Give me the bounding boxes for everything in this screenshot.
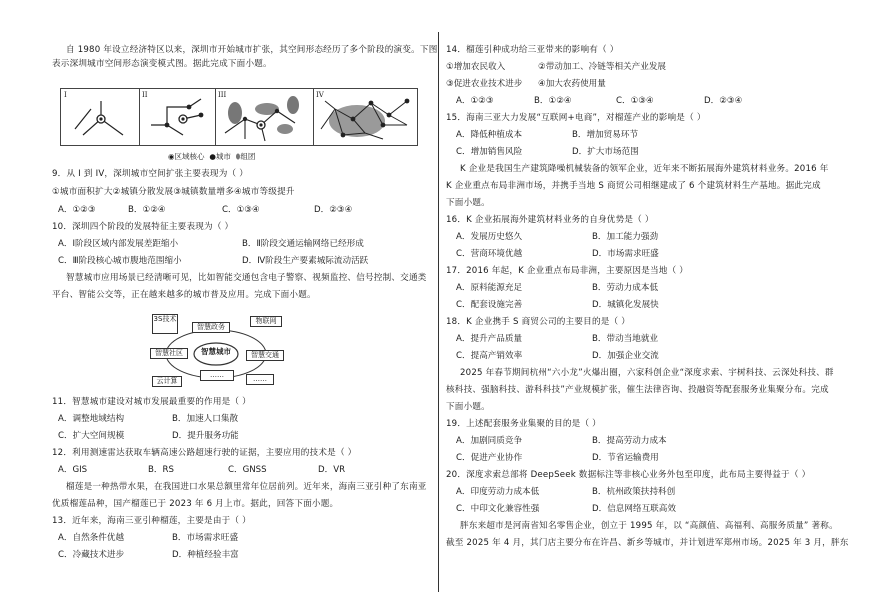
panel-1-diagram: [61, 89, 139, 145]
q20-option-d[interactable]: D．信息网络互联高效: [592, 504, 676, 514]
intro4-line1: K 企业是我国生产建筑降噪机械装备的领军企业，近年来不断拓展海外建筑材料业务。2016 年: [460, 164, 829, 174]
q11-option-d[interactable]: D．提升服务功能: [172, 431, 239, 441]
q18-option-a[interactable]: A．提升产品质量: [456, 334, 523, 344]
q16-option-a[interactable]: A．发展历史悠久: [456, 232, 523, 242]
intro2-line1: 智慧城市应用场景已经清晰可见，比如智能交通包含电子警察、视频监控、信号控制、交通类: [66, 273, 427, 283]
q15-option-c[interactable]: C．增加销售风险: [456, 147, 523, 157]
q14-item-4: ④加大农药使用量: [538, 79, 606, 89]
panel-label: IV: [316, 91, 324, 99]
q17-option-d[interactable]: D．城镇化发展快: [592, 300, 659, 310]
fig1-panel-4: [313, 89, 417, 145]
q19-stem: 19．上述配套服务业集聚的目的是（ ）: [446, 419, 601, 429]
q9-option-a[interactable]: A．①②③: [58, 205, 96, 215]
q14-option-c[interactable]: C．①③④: [616, 96, 654, 106]
q10-option-d[interactable]: D．Ⅳ阶段生产要素城际流动活跃: [242, 256, 369, 266]
panel-label: III: [218, 91, 227, 99]
intro3-line2: 优质榴莲品种，国产榴莲已于 2023 年 6 月上市。据此，回答下面小题。: [52, 499, 339, 509]
q14-item-2: ②带动加工、冷链等相关产业发展: [538, 62, 667, 72]
legend-core: 区域核心: [174, 152, 205, 161]
q12-option-b[interactable]: B．RS: [148, 465, 174, 475]
q11-option-b[interactable]: B．加速人口集散: [172, 414, 239, 424]
q15-option-d[interactable]: D．扩大市场范围: [572, 147, 639, 157]
q10-option-b[interactable]: B．Ⅱ阶段交通运输网络已经形成: [242, 239, 364, 249]
q13-option-d[interactable]: D．种植经验丰富: [172, 550, 239, 560]
q14-option-a[interactable]: A．①②③: [456, 96, 494, 106]
q9-option-c[interactable]: C．①③④: [222, 205, 260, 215]
node-iot: 物联网: [250, 316, 282, 327]
q16-option-c[interactable]: C．营商环境优越: [456, 249, 523, 259]
q20-option-c[interactable]: C．中印文化兼容性强: [456, 504, 540, 514]
fig1-panel-1: [61, 89, 140, 145]
q13-option-c[interactable]: C．冷藏技术进步: [58, 550, 125, 560]
q11-option-c[interactable]: C．扩大空间规模: [58, 431, 125, 441]
panel-4-diagram: [313, 89, 417, 145]
intro1-line1: 自 1980 年设立经济特区以来，深圳市开始城市扩张，其空间形态经历了多个阶段的演变。下图: [66, 45, 438, 55]
panel-label: II: [142, 91, 148, 99]
node-more-1: ……: [200, 370, 234, 381]
q18-stem: 18．K 企业携手 S 商贸公司的主要目的是（ ）: [446, 317, 631, 327]
city-icon: ●: [209, 152, 216, 161]
group-icon: ⬮: [235, 152, 241, 161]
q18-option-c[interactable]: C．提高产销效率: [456, 351, 523, 361]
q13-option-b[interactable]: B．市场需求旺盛: [172, 533, 239, 543]
q12-option-c[interactable]: C．GNSS: [228, 465, 267, 475]
node-gov: 智慧政务: [192, 322, 230, 333]
panel-3-diagram: [215, 89, 313, 145]
q9-stem: 9．从 I 到 IV，深圳城市空间扩张主要表现为（ ）: [52, 169, 249, 179]
intro1-line2: 表示深圳城市空间形态演变模式图。据此完成下面小题。: [52, 59, 272, 69]
fig1-panel-2: [139, 89, 216, 145]
q9-items: ①城市面积扩大②城镇分散发展③城镇数量增多④城市等级提升: [52, 187, 295, 197]
core-icon: ◉: [168, 152, 175, 161]
q14-stem: 14．榴莲引种成功给三亚带来的影响有（ ）: [446, 45, 619, 55]
intro6-line2: 截至 2025 年 4 月，其门店主要分布在许昌、新乡等城市，并计划进军郑州市场。2025 年 3 月，胖东: [446, 538, 849, 548]
shenzhen-figure: [60, 88, 418, 146]
intro3-line1: 榴莲是一种热带水果，在我国进口水果总额里常年位居前列。近年来，海南三亚引种了东南亚: [66, 482, 427, 492]
q16-option-b[interactable]: B．加工能力强劲: [592, 232, 659, 242]
q11-option-a[interactable]: A．调整地域结构: [58, 414, 125, 424]
fig1-legend: [168, 151, 255, 162]
node-community: 智慧社区: [150, 348, 188, 359]
q17-stem: 17．2016 年起，K 企业重点布局非洲，主要原因是当地（ ）: [446, 266, 689, 276]
q12-option-a[interactable]: A．GIS: [58, 465, 88, 475]
intro2-line2: 平台、智能公交等，正在越来越多的城市普及应用。完成下面小题。: [52, 290, 316, 300]
q14-option-b[interactable]: B．①②④: [534, 96, 572, 106]
q17-option-c[interactable]: C．配套设施完善: [456, 300, 523, 310]
q10-option-a[interactable]: A．Ⅰ阶段区域内部发展差距缩小: [58, 239, 179, 249]
q19-option-d[interactable]: D．节省运输费用: [592, 453, 659, 463]
q19-option-a[interactable]: A．加剧同质竞争: [456, 436, 523, 446]
center-label: 智慧城市: [201, 347, 231, 356]
intro6-line1: 胖东来超市是河南省知名零售企业，创立于 1995 年，以 “高颜值、高福利、高服务质量” 著称。: [460, 521, 838, 531]
q16-stem: 16．K 企业拓展海外建筑材料业务的自身优势是（ ）: [446, 215, 654, 225]
legend-group: 组团: [240, 152, 256, 161]
q20-stem: 20．深度求索总部将 DeepSeek 数据标注等非核心业务外包至印度，此布局主要得益于（ ）: [446, 470, 811, 480]
fig1-panel-3: [215, 89, 314, 145]
panel-2-diagram: [139, 89, 215, 145]
q15-option-b[interactable]: B．增加贸易环节: [572, 130, 639, 140]
q20-option-a[interactable]: A．印度劳动力成本低: [456, 487, 540, 497]
smart-city-figure: [150, 312, 282, 394]
intro4-line2: K 企业重点布局非洲市场，并携手当地 S 商贸公司相继建成了 6 个建筑材料生产基地。据此完成: [446, 181, 821, 191]
node-more-2: ……: [246, 374, 274, 385]
q12-stem: 12．利用测速雷达获取车辆高速公路超速行驶的证据，主要应用的技术是（ ）: [52, 448, 357, 458]
q17-option-b[interactable]: B．劳动力成本低: [592, 283, 659, 293]
q19-option-b[interactable]: B．提高劳动力成本: [592, 436, 667, 446]
q14-item-1: ①增加农民收入: [446, 62, 506, 72]
panel-label: I: [64, 91, 67, 99]
q11-stem: 11．智慧城市建设对城市发展最重要的作用是（ ）: [52, 397, 251, 407]
q9-option-b[interactable]: B．①②④: [128, 205, 166, 215]
q14-option-d[interactable]: D．②③④: [704, 96, 743, 106]
q9-option-d[interactable]: D．②③④: [314, 205, 353, 215]
q18-option-b[interactable]: B．带动当地就业: [592, 334, 659, 344]
q20-option-b[interactable]: B．杭州政策扶持科创: [592, 487, 676, 497]
q13-stem: 13．近年来，海南三亚引种榴莲，主要是由于（ ）: [52, 516, 251, 526]
intro5-line3: 下面小题。: [446, 402, 490, 412]
node-cloud: 云计算: [152, 376, 182, 387]
q17-option-a[interactable]: A．原料能源充足: [456, 283, 523, 293]
q16-option-d[interactable]: D．市场需求旺盛: [592, 249, 659, 259]
intro4-line3: 下面小题。: [446, 198, 490, 208]
column-divider: [438, 32, 439, 592]
q19-option-c[interactable]: C．促进产业协作: [456, 453, 523, 463]
q10-stem: 10．深圳四个阶段的发展特征主要表现为（ ）: [52, 222, 234, 232]
q10-option-c[interactable]: C．Ⅲ阶段核心城市腹地范围缩小: [58, 256, 182, 266]
node-3s: 3S技术: [152, 314, 178, 334]
node-traffic: 智慧交通: [246, 350, 284, 361]
intro5-line2: 核科技、强脑科技、游科科技”产业规模扩张，催生法律咨询、投融资等配套服务业集聚分布。完成: [446, 385, 829, 395]
q15-option-a[interactable]: A．降低种植成本: [456, 130, 523, 140]
q15-stem: 15．海南三亚大力发展“互联网+电商”，对榴莲产业的影响是（ ）: [446, 113, 706, 123]
q13-option-a[interactable]: A．自然条件优越: [58, 533, 125, 543]
intro5-line1: 2025 年春节期间杭州“六小龙”火爆出圈，六家科创企业“深度求索、宇树科技、云深处科技、群: [460, 368, 834, 378]
q18-option-d[interactable]: D．加强企业交流: [592, 351, 659, 361]
q14-item-3: ③促进农业技术进步: [446, 79, 523, 89]
q12-option-d[interactable]: D．VR: [318, 465, 346, 475]
legend-city: 城市: [215, 152, 231, 161]
